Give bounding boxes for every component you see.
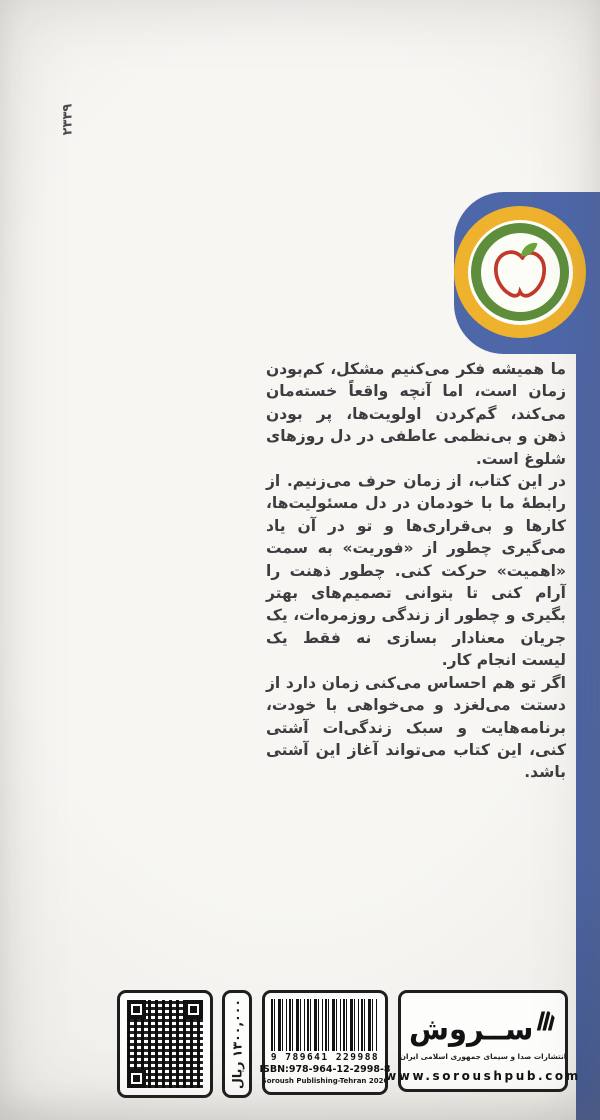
blurb-paragraph-3: اگر تو هم احساس می‌کنی زمان دارد از دستت می‌لغزد و می‌خواهی با خودت، برنامه‌هایت و سبک زندگی‌ات آشتی کنی، این کتاب می‌تواند آغاز این آشتی باشد.	[266, 673, 566, 782]
back-cover-blurb	[266, 358, 566, 784]
badge-green-ring	[471, 223, 569, 321]
spine-code: ۲۳۳۹	[60, 103, 76, 136]
price-box	[222, 990, 252, 1098]
blue-edge-strip	[576, 250, 600, 1120]
qr-finder-icon	[127, 1000, 146, 1019]
publisher-imprint-label: Soroush Publishing-Tehran 2020	[261, 1077, 389, 1085]
soroush-stripes-icon	[536, 998, 557, 1044]
blurb-paragraph-2: در این کتاب، از زمان حرف می‌زنیم. از رابطهٔ ما با خودمان در دل مسئولیت‌ها، کارها و بی‌قراری‌ها و تو در آن یاد می‌گیری چطور از «فوریت» به سمت «اهمیت» حرکت کنی. چطور ذهنت را آرام کنی تا بتوانی تصمیم‌های بهتر بگیری و چطور از زندگی روزمره‌ات، یک جریان معنادار بسازی نه فقط یک لیست انجام کار.	[266, 472, 566, 670]
apple-badge	[454, 206, 586, 338]
barcode-icon	[271, 999, 379, 1051]
qr-finder-icon	[127, 1069, 146, 1088]
barcode-digits: 9 789641 229988	[270, 1052, 380, 1063]
soroush-wordmark: ســروش	[409, 1011, 534, 1047]
publisher-logo-box	[385, 990, 581, 1092]
barcode-box	[259, 990, 391, 1095]
soroush-tagline: انتشارات صدا و سیمای جمهوری اسلامی ایران	[399, 1052, 567, 1061]
soroush-website: www.soroushpub.com	[385, 1069, 581, 1083]
qr-finder-icon	[184, 1000, 203, 1019]
badge-white-ring	[468, 220, 573, 325]
price-label: ۱۳۰۰,۰۰۰ ریال	[229, 999, 245, 1089]
badge-center	[481, 233, 560, 312]
blurb-paragraph-1: ما همیشه فکر می‌کنیم مشکل، کم‌بودن زمان است، اما آنچه واقعاً خسته‌مان می‌کند، گم‌کردن اولویت‌ها، پر بودن ذهن و بی‌نظمی عاطفی در دل روزهای شلوغ است.	[266, 360, 566, 468]
publisher-logo-blob	[454, 192, 600, 354]
apple-icon	[487, 239, 553, 305]
isbn-label: ISBN:978-964-12-2998-8	[259, 1064, 391, 1075]
qr-code	[127, 1000, 203, 1088]
qr-code-box	[117, 990, 213, 1098]
soroush-logo-row	[409, 998, 557, 1047]
